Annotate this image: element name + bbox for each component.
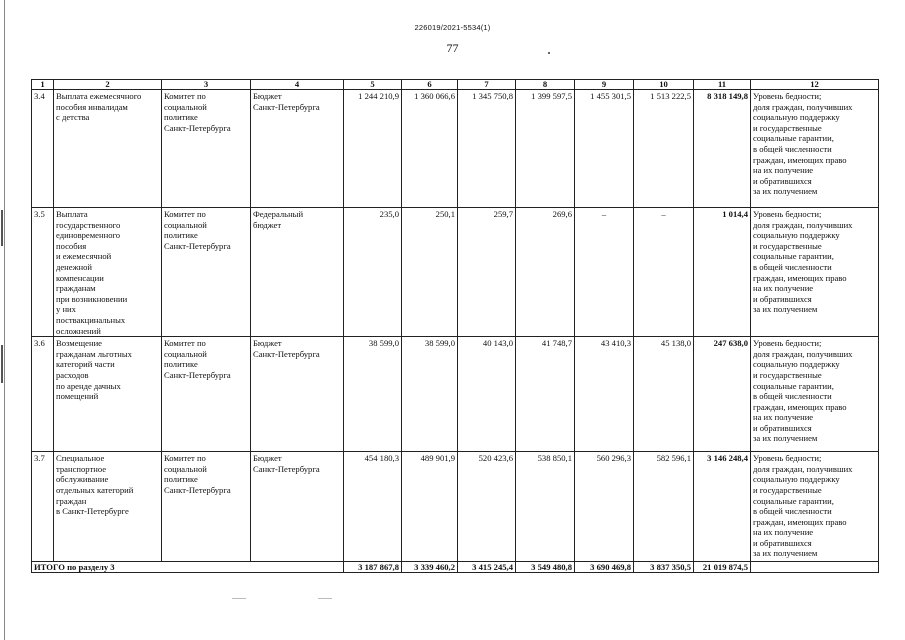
value-total: 3 146 248,4 [694,452,751,562]
scan-edge-mark [1,210,3,246]
value-col-6: 250,1 [402,208,458,337]
value-col-9: – [575,208,634,337]
value-col-10: – [634,208,694,337]
measure-name: Выплата государственного единовременного пособия и ежемесячной денежной компенсации гражданам при возникновении у них поствакцинальных осложнений [54,208,162,337]
executor: Комитет по социальной политике Санкт-Петербурга [162,208,251,337]
total-col-7: 3 415 245,4 [458,562,516,573]
indicator: Уровень бедности; доля граждан, получивших социальную поддержку и государственные социальные гарантии, в общей численности граждан, имеющих право на их получение и обратившихся за их получением [751,90,879,208]
column-header: 6 [402,80,458,90]
value-col-10: 45 138,0 [634,337,694,452]
total-col-6: 3 339 460,2 [402,562,458,573]
value-col-9: 560 296,3 [575,452,634,562]
funding-source: Бюджет Санкт-Петербурга [251,452,344,562]
value-col-9: 1 455 301,5 [575,90,634,208]
total-col-10: 3 837 350,5 [634,562,694,573]
measure-name: Специальное транспортное обслуживание отдельных категорий граждан в Санкт-Петербурге [54,452,162,562]
page-number: 77 [446,41,459,55]
column-header: 12 [751,80,879,90]
executor: Комитет по социальной политике Санкт-Петербурга [162,452,251,562]
header-row [32,80,879,90]
total-col-9: 3 690 469,8 [575,562,634,573]
value-col-8: 1 399 597,5 [516,90,575,208]
scan-edge-mark [1,345,3,383]
total-indicator-cell [751,562,879,573]
column-header: 10 [634,80,694,90]
row-number: 3.5 [32,208,54,337]
value-col-7: 40 143,0 [458,337,516,452]
value-col-7: 520 423,6 [458,452,516,562]
table-row [32,90,879,208]
column-header: 1 [32,80,54,90]
value-col-10: 582 596,1 [634,452,694,562]
value-col-6: 1 360 066,6 [402,90,458,208]
table-row [32,337,879,452]
value-total: 1 014,4 [694,208,751,337]
total-col-5: 3 187 867,8 [344,562,402,573]
indicator: Уровень бедности; доля граждан, получивших социальную поддержку и государственные социальные гарантии, в общей численности граждан, имеющих право на их получение и обратившихся за их получением [751,452,879,562]
funding-source: Бюджет Санкт-Петербурга [251,90,344,208]
value-col-6: 489 901,9 [402,452,458,562]
value-col-5: 454 180,3 [344,452,402,562]
value-col-9: 43 410,3 [575,337,634,452]
row-number: 3.6 [32,337,54,452]
total-grand: 21 019 874,5 [694,562,751,573]
budget-table [31,79,879,573]
indicator: Уровень бедности; доля граждан, получивших социальную поддержку и государственные социальные гарантии, в общей численности граждан, имеющих право на их получение и обратившихся за их получением [751,208,879,337]
value-col-6: 38 599,0 [402,337,458,452]
row-number: 3.4 [32,90,54,208]
indicator: Уровень бедности; доля граждан, получивших социальную поддержку и государственные социальные гарантии, в общей численности граждан, имеющих право на их получение и обратившихся за их получением [751,337,879,452]
value-col-8: 269,6 [516,208,575,337]
scan-artifact [318,598,332,599]
column-header: 3 [162,80,251,90]
scan-edge-line [4,0,5,640]
funding-source: Федеральный бюджет [251,208,344,337]
row-number: 3.7 [32,452,54,562]
value-col-5: 1 244 210,9 [344,90,402,208]
column-header: 2 [54,80,162,90]
executor: Комитет по социальной политике Санкт-Петербурга [162,337,251,452]
document-code: 226019/2021-5534(1) [414,23,491,32]
column-header: 9 [575,80,634,90]
value-col-5: 38 599,0 [344,337,402,452]
total-col-8: 3 549 480,8 [516,562,575,573]
funding-source: Бюджет Санкт-Петербурга [251,337,344,452]
table-row [32,452,879,562]
column-header: 4 [251,80,344,90]
measure-name: Возмещение гражданам льготных категорий части расходов по аренде дачных помещений [54,337,162,452]
column-header: 8 [516,80,575,90]
value-col-8: 538 850,1 [516,452,575,562]
value-total: 8 318 149,8 [694,90,751,208]
value-col-7: 259,7 [458,208,516,337]
value-col-5: 235,0 [344,208,402,337]
table-row [32,208,879,337]
executor: Комитет по социальной политике Санкт-Петербурга [162,90,251,208]
value-col-10: 1 513 222,5 [634,90,694,208]
scan-artifact [232,598,246,599]
value-total: 247 638,0 [694,337,751,452]
scan-dot [548,52,550,54]
column-header: 5 [344,80,402,90]
column-header: 11 [694,80,751,90]
value-col-7: 1 345 750,8 [458,90,516,208]
measure-name: Выплата ежемесячного пособия инвалидам с детства [54,90,162,208]
column-header: 7 [458,80,516,90]
total-label: ИТОГО по разделу 3 [32,562,344,573]
value-col-8: 41 748,7 [516,337,575,452]
total-row [32,562,879,573]
